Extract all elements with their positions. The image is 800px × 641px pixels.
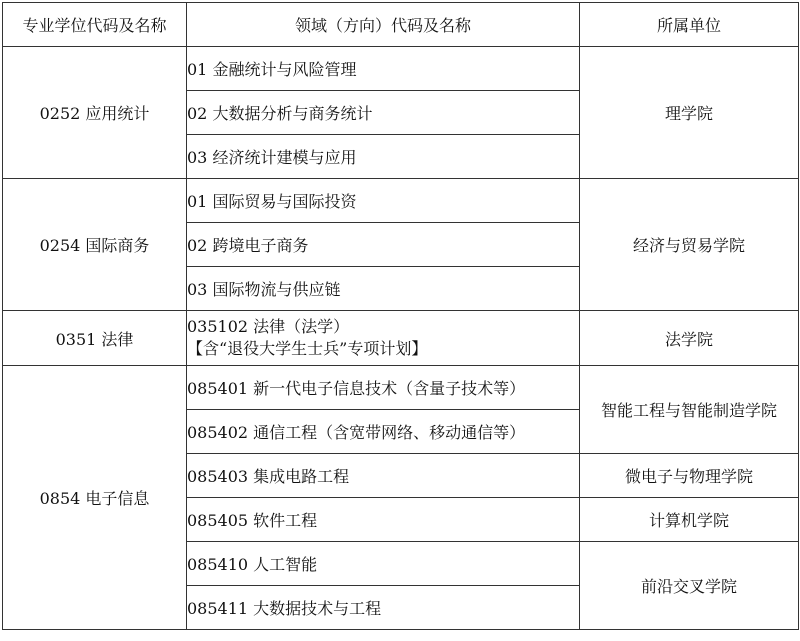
header-row xyxy=(3,3,799,47)
degree-cell: 0854 电子信息 xyxy=(3,366,187,630)
header-field: 领域（方向）代码及名称 xyxy=(187,3,580,47)
unit-cell: 计算机学院 xyxy=(580,498,799,542)
field-cell: 02 大数据分析与商务统计 xyxy=(187,91,580,135)
field-cell: 085411 大数据技术与工程 xyxy=(187,586,580,630)
field-cell: 01 金融统计与风险管理 xyxy=(187,47,580,91)
degree-cell: 0351 法律 xyxy=(3,311,187,366)
field-cell: 085410 人工智能 xyxy=(187,542,580,586)
unit-cell: 智能工程与智能制造学院 xyxy=(580,366,799,454)
table-row xyxy=(3,179,799,223)
field-cell: 03 国际物流与供应链 xyxy=(187,267,580,311)
special-plan-note: 【含“退役大学生士兵”专项计划】 xyxy=(187,339,428,358)
unit-cell: 理学院 xyxy=(580,47,799,179)
table-row xyxy=(3,47,799,91)
field-cell: 085403 集成电路工程 xyxy=(187,454,580,498)
degree-cell: 0252 应用统计 xyxy=(3,47,187,179)
unit-cell: 微电子与物理学院 xyxy=(580,454,799,498)
field-name: 035102 法律（法学） xyxy=(187,317,350,336)
header-degree: 专业学位代码及名称 xyxy=(3,3,187,47)
header-unit: 所属单位 xyxy=(580,3,799,47)
field-cell: 085405 软件工程 xyxy=(187,498,580,542)
table-row xyxy=(3,311,799,366)
majors-table xyxy=(2,2,799,630)
field-cell xyxy=(187,311,580,366)
field-cell: 01 国际贸易与国际投资 xyxy=(187,179,580,223)
unit-cell: 法学院 xyxy=(580,311,799,366)
table-row xyxy=(3,366,799,410)
field-cell: 02 跨境电子商务 xyxy=(187,223,580,267)
unit-cell: 经济与贸易学院 xyxy=(580,179,799,311)
field-cell: 085401 新一代电子信息技术（含量子技术等） xyxy=(187,366,580,410)
field-cell: 03 经济统计建模与应用 xyxy=(187,135,580,179)
unit-cell: 前沿交叉学院 xyxy=(580,542,799,630)
field-cell: 085402 通信工程（含宽带网络、移动通信等） xyxy=(187,410,580,454)
degree-cell: 0254 国际商务 xyxy=(3,179,187,311)
